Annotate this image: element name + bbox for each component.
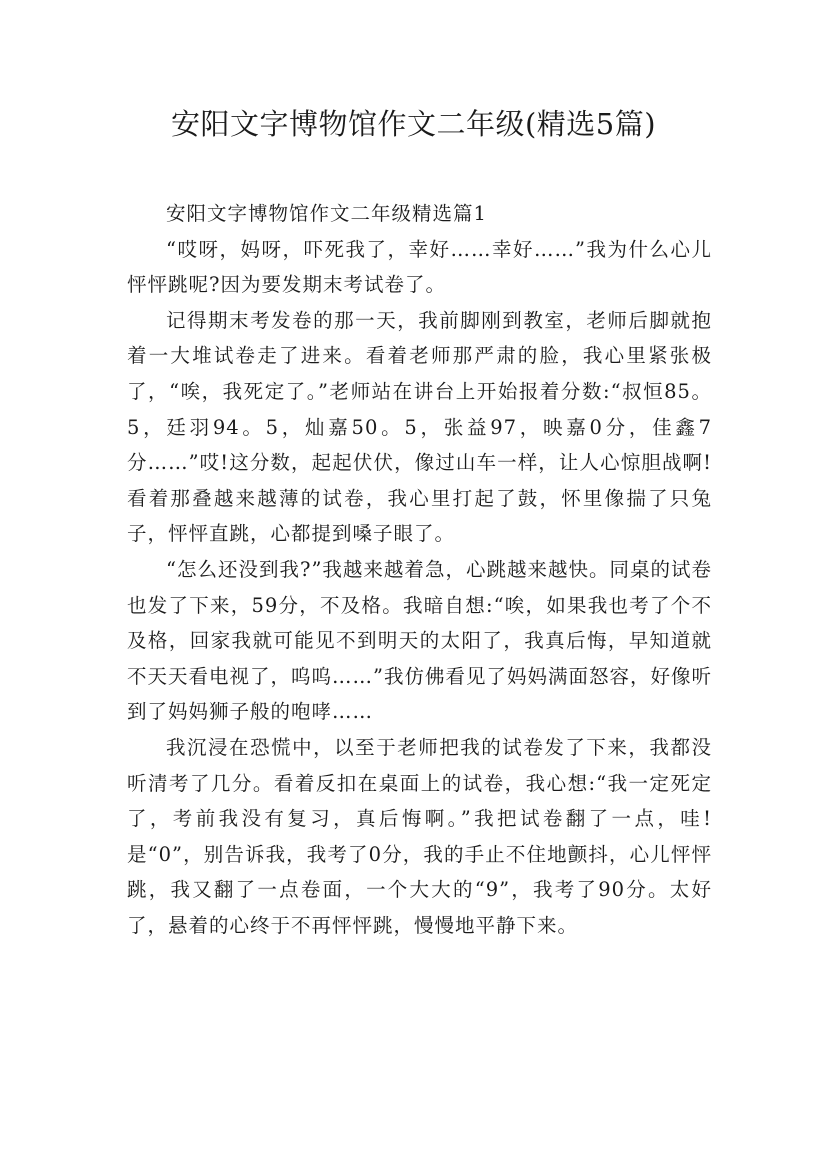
section-heading: 安阳文字博物馆作文二年级精选篇1 (166, 202, 487, 225)
document-title: 安阳文字博物馆作文二年级(精选5篇) (170, 107, 657, 141)
paragraph: 记得期末考发卷的那一天，我前脚刚到教室，老师后脚就抱着一大堆试卷走了进来。看着老师那严肃的脸，我心里紧张极了，“唉，我死定了。”老师站在讲台上开始报着分数:“叔恒85。5，廷羽94。5，灿嘉50。5，张益97，映嘉0分，佳鑫7分……”哎!这分数，起起伏伏，像过山车一样，让人心惊胆战啊!看着那叠越来越薄的试卷，我心里打起了鼓，怀里像揣了只兔子，怦怦直跳，心都提到嗓子眼了。 (127, 308, 712, 546)
paragraph: 我沉浸在恐慌中，以至于老师把我的试卷发了下来，我都没听清考了几分。看着反扣在桌面上的试卷，我心想:“我一定死定了，考前我没有复习，真后悔啊。”我把试卷翻了一点，哇!是“0”，别告诉我，我考了0分，我的手止不住地颤抖，心儿怦怦跳，我又翻了一点卷面，一个大大的“9”，我考了90分。太好了，悬着的心终于不再怦怦跳，慢慢地平静下来。 (127, 735, 712, 937)
paragraph: “怎么还没到我?”我越来越着急，心跳越来越快。同桌的试卷也发了下来，59分，不及格。我暗自想:“唉，如果我也考了个不及格，回家我就可能见不到明天的太阳了，我真后悔，早知道就不天天看电视了，呜呜……”我仿佛看见了妈妈满面怒容，好像听到了妈妈狮子般的咆哮…… (127, 557, 712, 724)
paragraph: “哎呀，妈呀，吓死我了，幸好……幸好……”我为什么心儿怦怦跳呢?因为要发期末考试卷了。 (127, 237, 712, 297)
document-body (127, 196, 712, 943)
